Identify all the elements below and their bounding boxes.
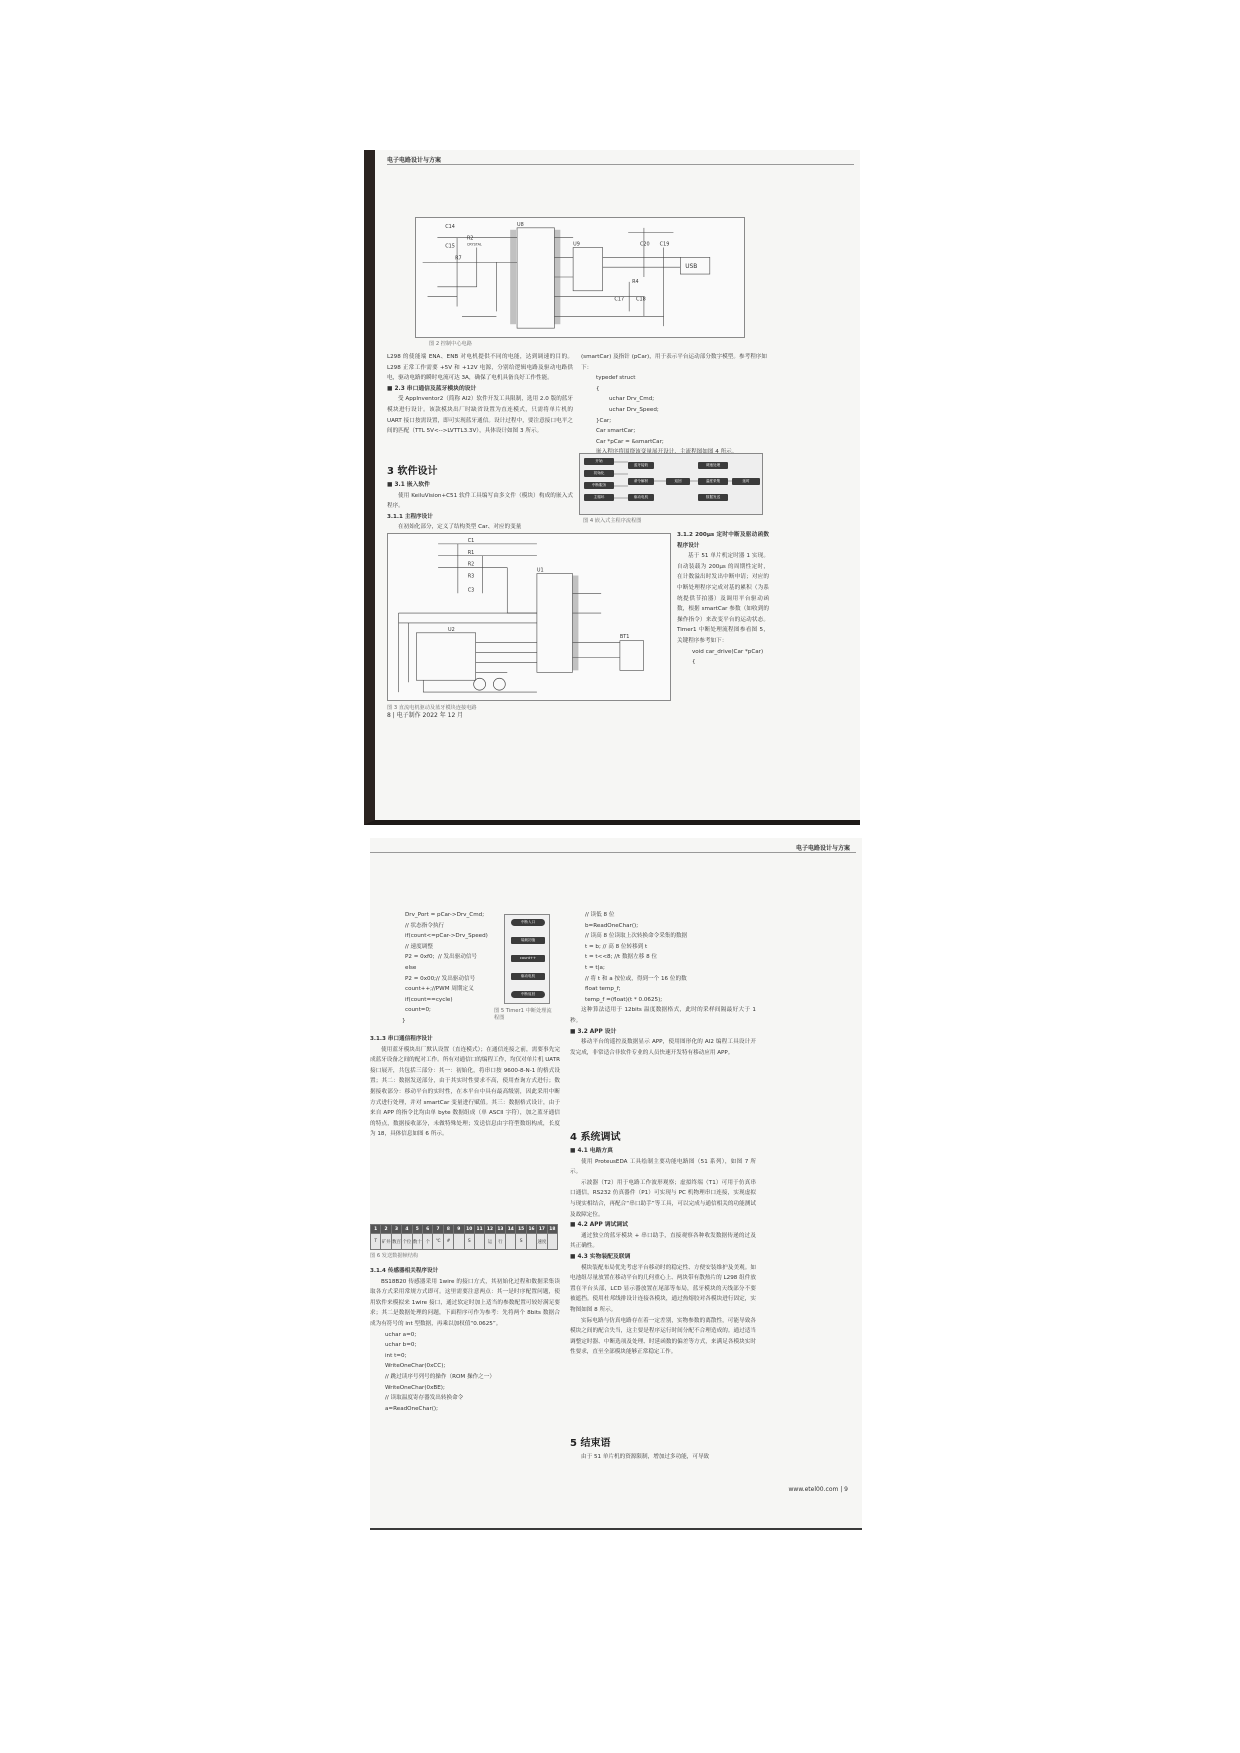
motor-left — [474, 678, 486, 690]
flow-node: 数据发送 — [698, 494, 728, 501]
code-line: void car_drive(Car *pCar) — [692, 648, 764, 655]
code-line: count=0; — [405, 1007, 431, 1014]
paragraph: 在初始化部分，定义了结构类型 Car、对应的变量 — [398, 524, 522, 531]
paragraph: (smartCar) 及指针 (pCar)，用于表示平台运动部分数字模型。参考程序如下： — [581, 354, 767, 371]
paragraph: 由于 51 单片机的资源限制，增加过多功能，可导致 — [581, 1454, 710, 1460]
data-frame-table — [370, 1224, 558, 1250]
table-cell: 12 — [485, 1225, 495, 1234]
table-cell: 14 — [506, 1225, 516, 1234]
code-line: t = b; // 高 8 位转移到 t — [585, 943, 648, 950]
table-cell: 6 — [422, 1225, 432, 1234]
code-line: uchar Drv_Cmd; — [609, 396, 655, 403]
flow-node: 调速处理 — [698, 462, 728, 469]
label-c18: C18 — [636, 296, 646, 303]
motor-bluetooth-circuit-figure — [387, 533, 671, 701]
flow-node: 初始化 — [584, 470, 614, 477]
label-c14: C14 — [445, 223, 455, 230]
code-line: t = t|a; — [585, 964, 605, 971]
left-column-code — [390, 910, 510, 1027]
section-heading-3-1-2: 3.1.2 200μs 定时中断及驱动函数程序设计 — [677, 532, 769, 549]
code-line: typedef struct — [596, 375, 636, 382]
table-cell: T — [371, 1234, 381, 1250]
table-cell: 5 — [412, 1225, 422, 1234]
code-line: a=ReadOneChar(); — [385, 1405, 438, 1412]
table-cell: 15 — [516, 1225, 526, 1234]
motor-right — [493, 678, 505, 690]
right-column-top — [581, 352, 767, 458]
paragraph: 通过独立的蓝牙模块 + 串口助手，直接观察各种收发数据传递的过及其正确性。 — [570, 1232, 756, 1250]
table-body-row — [371, 1234, 558, 1250]
header-rule — [387, 164, 854, 165]
flow-node: 开始 — [584, 458, 614, 465]
paragraph: 使用 ProteusEDA 工具绘制主要功能电路图（51 系列），如图 7 所示。 — [570, 1158, 756, 1176]
label-usb: USB — [685, 264, 698, 271]
label-c3: C3 — [467, 587, 475, 594]
table-cell: 9 — [454, 1225, 464, 1234]
label-c20: C20 — [639, 241, 650, 248]
paragraph: 基于 51 单片机定时器 1 实现。自动装载为 200μs 的周期性定时，在计数溢出时发出中断申请；对应的中断处理程序完成对基的累积（为系统提供节拍器）及调用平台驱动函数，根据 smartCar 参数（如收到的操作指令）来改变平台的运动状态。Timer1 中断处理流程图参看图 5，关键程序参考如下： — [677, 553, 769, 644]
right-column-mid — [677, 530, 769, 668]
table-cell: S — [516, 1234, 526, 1250]
flow-node: 蓝牙接收 — [628, 462, 654, 469]
flow-node: 中断入口 — [511, 919, 545, 926]
main-program-flowchart — [579, 453, 763, 515]
table-cell: 16 — [526, 1225, 536, 1234]
mcu-chip — [537, 574, 573, 673]
code-line: uchar b=0; — [385, 1342, 417, 1349]
table-cell — [547, 1234, 557, 1250]
label-bt1: BT1 — [619, 633, 630, 640]
code-line: { — [692, 659, 696, 666]
flow-node: 中断返回 — [511, 991, 545, 998]
right-column-bottom — [570, 1452, 756, 1463]
table-cell: 数十 — [412, 1234, 422, 1250]
code-line: temp_f =(float)(t * 0.0625); — [585, 996, 663, 1003]
code-line: // 将 t 和 a 按位或，得到一个 16 位的数 — [585, 975, 687, 982]
label-c19: C19 — [659, 241, 670, 248]
table-cell: 13 — [495, 1225, 505, 1234]
left-column-mid — [370, 1034, 560, 1140]
table-cell: 运 — [485, 1234, 495, 1250]
table-cell — [526, 1234, 536, 1250]
table-cell: S — [464, 1234, 474, 1250]
header-rule — [370, 852, 856, 853]
label-u8: U8 — [517, 221, 524, 228]
label-u2: U2 — [447, 626, 455, 633]
table-cell: 17 — [537, 1225, 547, 1234]
section-heading-3-1: ■ 3.1 嵌入软件 — [387, 482, 430, 488]
label-r3: R3 — [467, 573, 475, 580]
label-r2-value: CRYSTAL — [466, 242, 482, 247]
table-header-row — [371, 1225, 558, 1234]
section-heading-4-1: ■ 4.1 电路方真 — [570, 1148, 613, 1154]
bluetooth-module — [620, 641, 644, 671]
label-c1: C1 — [467, 537, 475, 544]
paragraph: 使用蓝牙模块出厂默认设置（直连模式）；在通信连接之前，需要事先完成蓝牙设备之间的配对工作。所有对通信口的编程工作，均仅对单片机 UATR 接口展开，共包括三部分：其一：初始化，将串口按 9600-8-N-1 的格式设置；其二：数据发送部分，由于其实时性要求不高，使用查询方式进行；数据接收部分：移动平台的实时性，在本平台中具有最高级别，因此采用中断方式进行处理，并对 smartCar 变量进行赋值。其三：数据格式设计，由于来自 APP 的指令比均由单 byte 数据组成（单 ASCII 字符），加之蓝牙通信的特点，数据接收部分，未做特殊处理；发送信息由字符型数组构成，长度为 18，具体信息如图 6 所示。 — [370, 1046, 560, 1138]
table-cell: 18 — [547, 1225, 557, 1234]
section-heading-software: 3 软件设计 — [387, 466, 438, 477]
table-cell: 1 — [371, 1225, 381, 1234]
fig5-caption: 图 5 Timer1 中断处理流程图 — [494, 1008, 552, 1021]
section-heading-4-3: ■ 4.3 实物装配及联调 — [570, 1253, 631, 1260]
label-r1: R1 — [467, 549, 475, 556]
mcu-chip — [517, 228, 554, 328]
paragraph: 移动平台的遥控及数据显示 APP，使用图形化的 AI2 编程工具设计开发完成，非常适合非软件专业的人员快速开发特有移动应用 APP。 — [570, 1039, 756, 1056]
control-center-circuit-figure — [415, 217, 745, 338]
label-r7: R7 — [455, 255, 462, 262]
table-cell: 2 — [381, 1225, 391, 1234]
timer1-isr-flowchart — [504, 914, 550, 1004]
code-line: P2 = 0x00;// 发出驱动信号 — [405, 975, 476, 982]
label-c17: C17 — [614, 296, 625, 303]
code-line: // 速度调整 — [405, 943, 433, 950]
flow-node: 中断服务 — [584, 482, 614, 489]
table-cell: 8 — [443, 1225, 453, 1234]
table-cell: 矿井 — [381, 1234, 391, 1250]
paragraph: BS18B20 传感器采用 1wire 的接口方式，其初始化过程和数据采集读取各方式采用常规方式即可。这里需要注意两点：其一是时序配置问题，使用软件来模拟来 1wire 接口，通过软定时加上适当的参数配置可较好满足要求；其二是数据处理的问题，下面程序可作为参考：先将两个 8bits 数据合成为有符号的 int 型数据，再乘以加权值“0.0625”。 — [370, 1278, 560, 1327]
code-line: if(count==cycle) — [405, 996, 453, 1003]
label-u1: U1 — [536, 567, 544, 574]
code-line: b=ReadOneChar(); — [585, 922, 639, 929]
table-cell: 7 — [433, 1225, 443, 1234]
section-heading-2-3: ■ 2.3 串口通信及蓝牙模块的设计 — [387, 385, 477, 392]
control-center-schematic — [416, 218, 744, 337]
flow-node: 驱动电机 — [628, 494, 654, 501]
section-heading-conclusion: 5 结束语 — [570, 1438, 611, 1449]
section-heading-3-2: ■ 3.2 APP 设计 — [570, 1028, 617, 1035]
table-cell: # — [443, 1234, 453, 1250]
table-cell: 个 — [422, 1234, 432, 1250]
usb-serial-chip — [573, 248, 603, 291]
code-line: { — [596, 385, 600, 392]
code-line: P2 = 0xf0; // 发出驱动信号 — [405, 954, 478, 961]
table-cell — [454, 1234, 464, 1250]
fig2-caption: 图 2 控制中心电路 — [429, 341, 472, 347]
table-cell: ℃ — [433, 1234, 443, 1250]
code-line: // 读高 8 位读取上次转换命令采集的数据 — [585, 933, 688, 940]
code-line: int t=0; — [385, 1352, 407, 1359]
label-r4: R4 — [632, 278, 639, 285]
paragraph: 使用 KeiluVision+C51 软件工具编写由多文件（模块）构成的嵌入式程序。 — [387, 492, 573, 510]
label-u9: U9 — [573, 241, 580, 248]
code-line: float temp_f; — [585, 986, 621, 993]
right-column-top — [570, 910, 756, 1058]
table-cell: 11 — [474, 1225, 484, 1234]
code-line: uchar a=0; — [385, 1331, 417, 1338]
flow-node: 命令解析 — [628, 478, 654, 485]
flow-node: 主循环 — [584, 494, 614, 501]
code-line: // 读取温度寄存器发出转换命令 — [385, 1395, 464, 1402]
table-cell: 数百 — [391, 1234, 401, 1250]
flow-node: 装载初值 — [511, 937, 545, 944]
code-line: else — [405, 964, 417, 971]
left-column-bottom — [370, 1266, 560, 1414]
table-cell: 4 — [402, 1225, 412, 1234]
flow-node: count++ — [511, 955, 545, 962]
fig6-caption: 图 6 发送数据帧结构 — [370, 1253, 419, 1259]
code-line: Car *pCar = &smartCar; — [596, 438, 664, 445]
section-heading-3-1-1: 3.1.1 主程序设计 — [387, 513, 433, 520]
scanned-page-9 — [370, 838, 862, 1530]
section-heading-3-1-3: 3.1.3 串口通信程序设计 — [370, 1036, 433, 1042]
running-head: 电子电路设计与方案 — [795, 845, 850, 852]
code-line: WriteOneChar(0xCC); — [385, 1363, 446, 1370]
flow-node: 驱动电机 — [511, 973, 545, 980]
motor-bluetooth-schematic — [388, 534, 670, 700]
fig3-caption: 图 3 直流电机驱动及蓝牙模块连接电路 — [387, 705, 477, 711]
running-head: 电子电路设计与方案 — [387, 157, 442, 164]
table-cell: 行 — [495, 1234, 505, 1250]
paragraph: L298 的使能端 ENA、ENB 对电机提供不同的电能，达到调速的目的。L298 正常工作需要 +5V 和 +12V 电源，分别给逻辑电路及驱动电路供电，驱动电路的瞬时电流可达 3A，确保了电机具备良好工作性能。 — [387, 354, 573, 382]
code-line: count++;//PWM 周期定义 — [405, 986, 474, 993]
label-r2: R2 — [466, 235, 474, 242]
scanned-page-8 — [364, 150, 860, 825]
paragraph: 受 AppInventor2（简称 AI2）软件开发工具限制，选用 2.0 版的蓝牙模块进行设计。该款模块出厂时缺省设置为直连模式，只需将单片机的 UART 接口按需设置，即可实现蓝牙通信。设计过程中，要注意接口电平之间的匹配（TTL 5V<-->LVTTL3.3V），具体设计如图 3 所示。 — [387, 396, 573, 435]
right-column-mid — [570, 1146, 756, 1358]
table-cell: 个位 — [402, 1234, 412, 1250]
table-cell: 速度 — [537, 1234, 547, 1250]
table-cell: 3 — [391, 1225, 401, 1234]
flow-node: 延时 — [732, 478, 760, 485]
table-cell — [474, 1234, 484, 1250]
driver-chip — [416, 633, 475, 680]
code-line: t = t<<8; //t 数据左移 8 位 — [585, 954, 658, 961]
fig4-caption: 图 4 嵌入式主程序流程图 — [583, 518, 642, 524]
label-r2: R2 — [467, 561, 475, 568]
section-heading-3-1-4: 3.1.4 传感器相关程序设计 — [370, 1268, 439, 1274]
code-line: Drv_Port = pCar->Drv_Cmd; — [405, 912, 485, 918]
flow-node: 温度采集 — [698, 478, 728, 485]
code-line: if(count<=pCar->Drv_Speed) — [405, 933, 488, 940]
label-c15: C15 — [445, 243, 455, 250]
page-footer: 8 | 电子制作 2022 年 12 月 — [387, 712, 464, 719]
paragraph: 示波器（T2）用于电路工作波形观察；虚拟终端（T1）可用于仿真串口通信，RS232 仿真器件（P1）可实现与 PC 机物理串口连接，实现虚拟与现实相结合，再配合“串口助手”等工具，可以完成与通信相关的功能测试及故障定位。 — [570, 1179, 756, 1218]
table-cell: 10 — [464, 1225, 474, 1234]
flowchart-connectors — [580, 454, 764, 516]
left-column-top — [387, 352, 573, 437]
code-line: uchar Drv_Speed; — [609, 406, 659, 413]
code-line: }Car; — [596, 417, 612, 424]
left-column-mid — [387, 480, 573, 533]
paragraph: 模块装配布局优先考虑平台移动时的稳定性、方便安装维护及美观。如电池组尽量放置在移动平台的几何重心上、两块带有散热片的 L298 组件放置在平台头部，LCD 显示器放置在尾部等布局，蓝牙模块的天线部分不要被遮挡。使用杜邦线排设计连接各模块，通过热熔胶对各模块进行固定，实物图如图 8 所示。 — [570, 1264, 756, 1313]
section-heading-debug: 4 系统调试 — [570, 1132, 621, 1143]
paragraph: 这种算法适用于 12bits 温度数据格式，此时的采样间隔最好大于 1 秒。 — [570, 1007, 756, 1024]
section-heading-4-2: ■ 4.2 APP 调试调试 — [570, 1222, 628, 1229]
code-line: // 状态指令执行 — [405, 922, 445, 929]
page-footer: www.etel00.com | 9 — [788, 1486, 848, 1493]
code-line: WriteOneChar(0xBE); — [385, 1384, 445, 1391]
code-line: } — [402, 1017, 406, 1024]
table-cell — [506, 1234, 516, 1250]
flow-node: 返回 — [666, 478, 690, 485]
code-line: // 读低 8 位 — [585, 912, 615, 918]
code-line: // 跳过读序号列号的操作（ROM 操作之一） — [385, 1373, 495, 1380]
paragraph: 实际电路与仿真电路存在着一定差别，实物参数的离散性，可能导致各模块之间的配合失当，这主要是程序运行时间分配不合理造成的。通过适当调整定时器、中断选项及处理、时延函数的偏差等方式，来满足各模块实时性要求，直至全部模块能够正常稳定工作。 — [570, 1317, 756, 1356]
code-line: Car smartCar; — [596, 428, 636, 435]
